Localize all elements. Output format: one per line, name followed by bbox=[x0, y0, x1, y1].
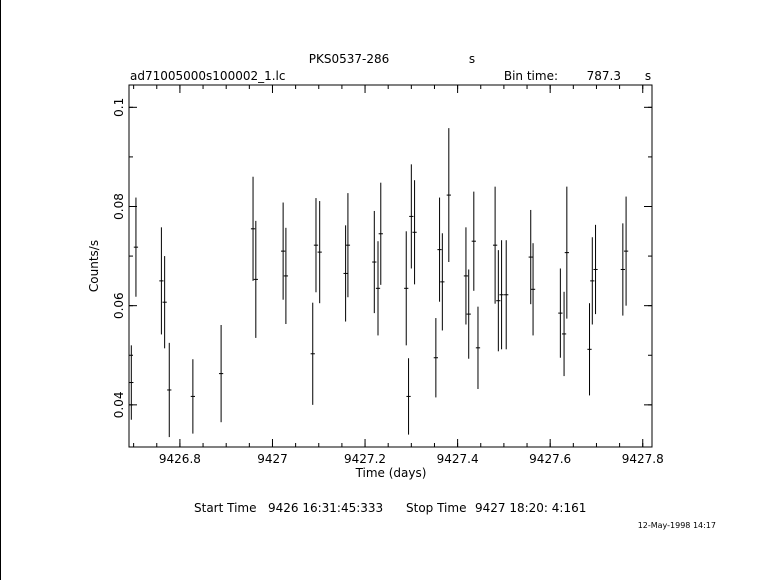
data-point bbox=[372, 211, 376, 313]
data-point bbox=[558, 268, 562, 357]
filename-label: ad71005000s100002_1.lc bbox=[130, 69, 286, 83]
y-axis-title: Counts/s bbox=[87, 239, 101, 293]
data-point bbox=[159, 227, 163, 334]
x-tick-label: 9427 bbox=[257, 452, 288, 466]
x-tick-label: 9427.8 bbox=[621, 452, 664, 466]
x-axis-title: Time (days) bbox=[355, 466, 427, 480]
start-time-value: 9426 16:31:45:333 bbox=[268, 501, 384, 515]
data-point bbox=[406, 358, 410, 434]
data-point bbox=[163, 256, 167, 348]
data-point bbox=[621, 223, 625, 315]
data-point bbox=[593, 225, 597, 314]
data-point bbox=[251, 177, 255, 281]
data-point bbox=[314, 198, 318, 292]
data-point bbox=[376, 241, 380, 335]
source-name: PKS0537-286 bbox=[308, 52, 390, 66]
x-tick-label: 9427.6 bbox=[529, 452, 572, 466]
data-point bbox=[134, 198, 138, 297]
data-point bbox=[129, 345, 133, 419]
x-tick-label: 9427.2 bbox=[344, 452, 387, 466]
data-point bbox=[434, 318, 438, 397]
data-point bbox=[565, 187, 569, 319]
data-point bbox=[167, 343, 171, 437]
data-points-group bbox=[129, 128, 628, 437]
y-tick-label: 0.06 bbox=[112, 292, 126, 320]
data-point bbox=[496, 250, 500, 351]
source-unit: s bbox=[468, 52, 476, 66]
axes-group bbox=[112, 85, 664, 466]
stop-time-label: Stop Time bbox=[406, 501, 467, 515]
data-point bbox=[467, 269, 471, 358]
stop-time-value: 9427 18:20: 4:161 bbox=[475, 501, 587, 515]
data-point bbox=[587, 303, 591, 395]
data-point bbox=[440, 233, 444, 330]
data-point bbox=[379, 183, 383, 285]
start-time-label: Start Time bbox=[194, 501, 257, 515]
bin-time-label: Bin time: bbox=[503, 69, 558, 83]
data-point bbox=[346, 193, 350, 297]
data-point bbox=[191, 359, 195, 433]
y-tick-label: 0.04 bbox=[112, 391, 126, 419]
data-point bbox=[284, 228, 288, 324]
data-point bbox=[624, 197, 628, 306]
data-point bbox=[219, 325, 223, 422]
data-point bbox=[529, 210, 533, 304]
data-point bbox=[590, 237, 594, 324]
bin-time-unit: s bbox=[644, 69, 652, 83]
date-stamp: 12-May-1998 14:17 bbox=[637, 521, 716, 530]
data-point bbox=[562, 292, 566, 376]
data-point bbox=[464, 227, 468, 324]
data-point bbox=[472, 192, 476, 291]
data-point bbox=[318, 201, 322, 303]
data-point bbox=[493, 187, 497, 304]
data-point bbox=[281, 203, 285, 300]
data-point bbox=[412, 180, 416, 284]
data-point bbox=[504, 240, 508, 349]
data-point bbox=[254, 221, 258, 338]
data-point bbox=[409, 164, 413, 268]
x-tick-label: 9427.4 bbox=[436, 452, 479, 466]
data-point bbox=[437, 198, 441, 302]
bin-time-value: 787.3 bbox=[586, 69, 621, 83]
data-point bbox=[404, 231, 408, 345]
data-point bbox=[499, 240, 503, 349]
data-point bbox=[311, 303, 315, 405]
data-point bbox=[343, 225, 347, 321]
window-frame-edge bbox=[0, 0, 1, 580]
y-tick-label: 0.1 bbox=[112, 97, 126, 117]
data-point bbox=[447, 128, 451, 262]
plot-frame bbox=[129, 85, 652, 447]
data-point bbox=[476, 307, 480, 389]
x-tick-label: 9426.8 bbox=[158, 452, 201, 466]
y-tick-label: 0.08 bbox=[112, 193, 126, 220]
